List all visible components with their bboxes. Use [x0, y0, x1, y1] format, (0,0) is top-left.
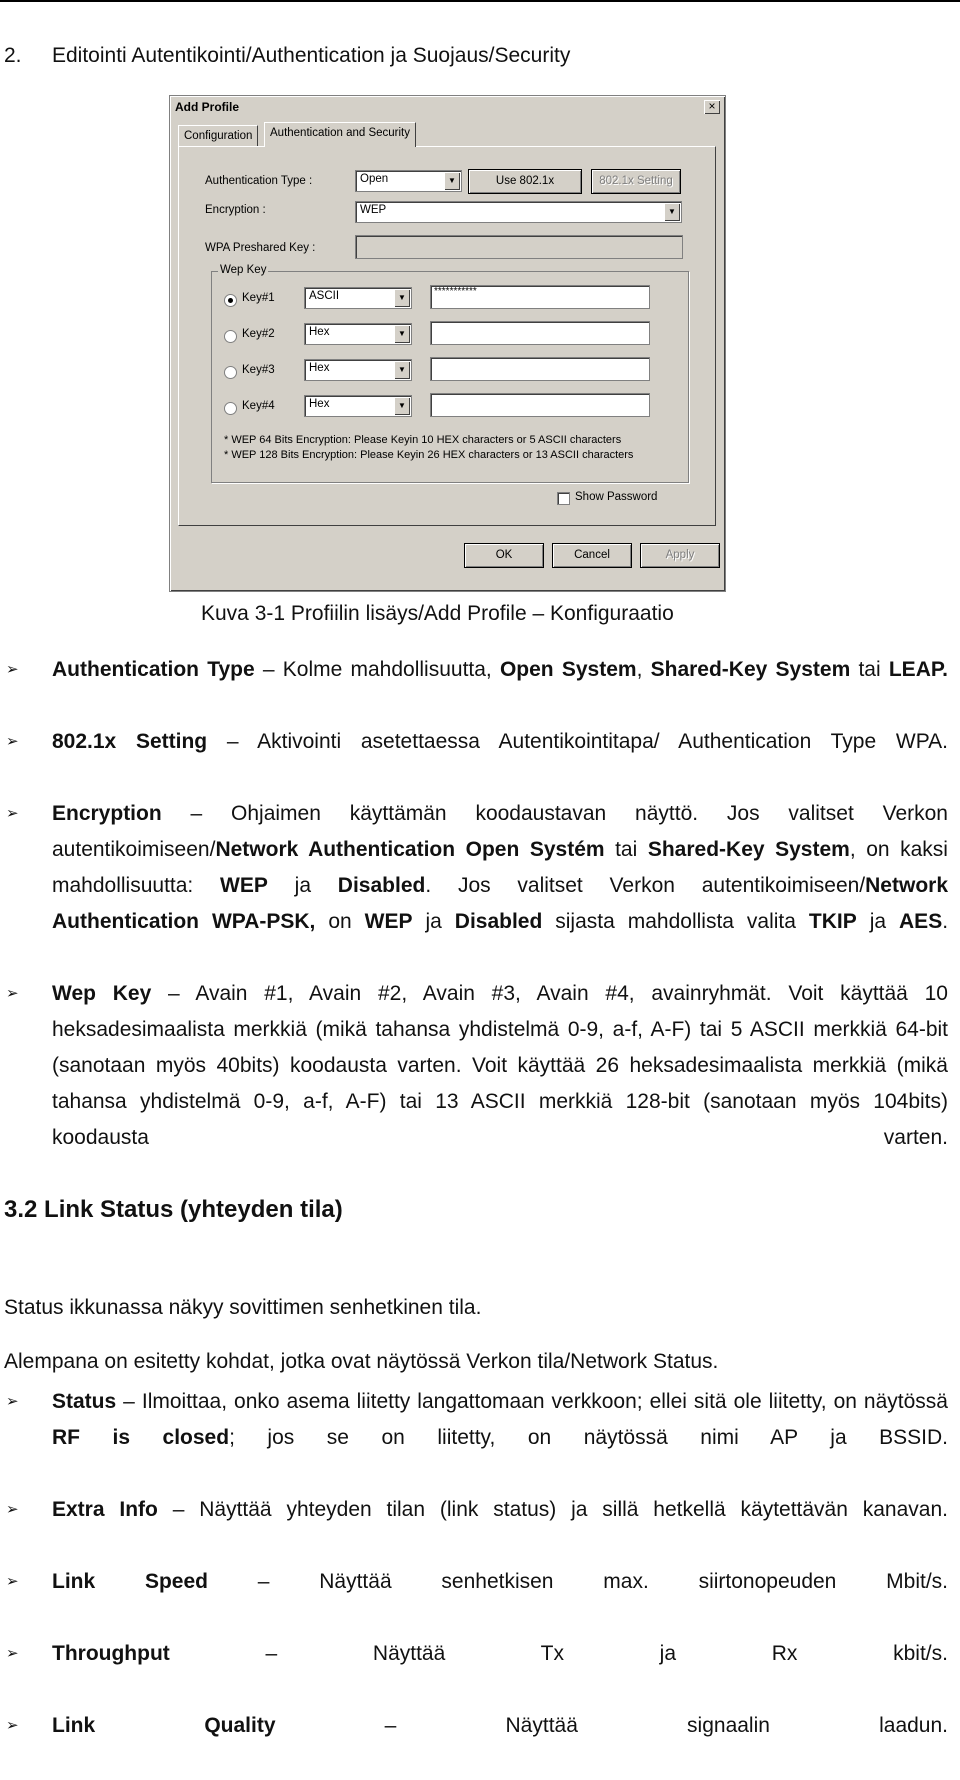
key4-radio[interactable]	[224, 402, 237, 415]
list-item	[0, 1564, 948, 1636]
key4-format-value: Hex	[309, 398, 330, 410]
section-title: Editointi Autentikointi/Authentication ja Suojaus/Security	[52, 44, 571, 67]
apply-button[interactable]: Apply	[640, 543, 720, 568]
description: sijasta mahdollista valita	[542, 910, 809, 933]
description: Näyttää yhteyden tilan (link status) ja sillä hetkellä käytettävän kanavan.	[199, 1498, 948, 1521]
term: 802.1x Setting	[52, 730, 208, 753]
paragraph: Alempana on esitetty kohdat, jotka ovat näytössä Verkon tila/Network Status.	[4, 1350, 719, 1373]
bullet-arrow-icon: ➢	[6, 661, 19, 678]
wep-key-group-label: Wep Key	[220, 264, 267, 276]
key3-field[interactable]	[430, 357, 650, 381]
description: ja	[856, 910, 900, 933]
bullet-arrow-icon: ➢	[6, 1717, 19, 1734]
key2-format-select[interactable]	[304, 323, 412, 345]
description: Aktivointi asetettaessa Autentikointitapa/ Authentication Type WPA.	[257, 730, 948, 753]
bold-text: TKIP	[808, 910, 857, 933]
bullet-arrow-icon: ➢	[6, 1393, 19, 1410]
description: ; jos se on liitetty, on näytössä nimi AP ja BSSID.	[229, 1426, 949, 1449]
auth-type-select[interactable]	[355, 170, 462, 192]
chevron-down-icon: ▼	[394, 289, 410, 307]
use-8021x-button[interactable]: Use 802.1x	[468, 169, 582, 194]
description: ,	[636, 658, 651, 681]
key3-format-select[interactable]	[304, 359, 412, 381]
bullet-arrow-icon: ➢	[6, 805, 19, 822]
bold-text: Disabled	[337, 874, 426, 897]
separator: –	[169, 1642, 373, 1665]
separator: –	[116, 1390, 142, 1413]
separator: –	[157, 1498, 200, 1521]
term: Wep Key	[52, 982, 152, 1005]
term: Extra Info	[52, 1498, 158, 1521]
key1-format-value: ASCII	[309, 290, 340, 302]
auth-type-label: Authentication Type :	[205, 175, 313, 187]
bold-text: Disabled	[454, 910, 543, 933]
chevron-down-icon: ▼	[394, 361, 410, 379]
key4-label: Key#4	[242, 400, 275, 412]
key4-field[interactable]	[430, 393, 650, 417]
section-heading	[4, 44, 570, 68]
dialog-titlebar	[172, 98, 723, 116]
dialog-title: Add Profile	[175, 100, 240, 114]
list-item	[0, 1708, 948, 1780]
description: . Jos valitset Verkon autentikoimiseen/	[425, 874, 866, 897]
encryption-value: WEP	[360, 204, 387, 216]
term: Authentication Type	[52, 658, 255, 681]
wpa-preshared-key-field[interactable]	[355, 235, 683, 259]
chevron-down-icon: ▼	[394, 325, 410, 343]
wep-key-group	[211, 264, 689, 483]
key2-format-value: Hex	[309, 326, 330, 338]
show-password-checkbox[interactable]	[557, 492, 570, 505]
bullet-arrow-icon: ➢	[6, 1573, 19, 1590]
bold-text: Shared-Key System	[647, 838, 850, 861]
separator: –	[207, 730, 258, 753]
key2-field[interactable]	[430, 321, 650, 345]
wep-64-note: * WEP 64 Bits Encryption: Please Keyin 10 HEX characters or 5 ASCII characters	[224, 434, 622, 446]
separator: –	[161, 802, 232, 825]
key2-label: Key#2	[242, 328, 275, 340]
key1-format-select[interactable]	[304, 287, 412, 309]
list-item	[0, 1492, 948, 1564]
key1-radio[interactable]	[224, 294, 237, 307]
separator: –	[207, 1570, 320, 1593]
tab-configuration[interactable]: Configuration	[178, 125, 258, 146]
description: Näyttää Tx ja Rx kbit/s.	[372, 1642, 948, 1665]
bold-text: Network Authentication WPA-PSK,	[52, 874, 948, 933]
list-item	[0, 1636, 948, 1708]
bold-text: RF is closed	[52, 1426, 230, 1449]
bullet-arrow-icon: ➢	[6, 733, 19, 750]
auth-type-value: Open	[360, 173, 389, 185]
description: Ilmoittaa, onko asema liitetty langattomaan verkkoon; ellei sitä ole liitetty, on näytössä	[141, 1390, 948, 1413]
encryption-label: Encryption :	[205, 204, 266, 216]
key1-label: Key#1	[242, 292, 275, 304]
key3-label: Key#3	[242, 364, 275, 376]
wpa-key-label: WPA Preshared Key :	[205, 242, 316, 254]
separator: –	[254, 658, 283, 681]
status-description-list	[0, 1384, 960, 1780]
bold-text: Network Authentication Open Systém	[215, 838, 605, 861]
bold-text: Shared-Key System	[650, 658, 851, 681]
separator: –	[151, 982, 196, 1005]
bold-text: AES	[899, 910, 943, 933]
term: Encryption	[52, 802, 162, 825]
description: Näyttää senhetkisen max. siirtonopeuden Mbit/s.	[319, 1570, 948, 1593]
cancel-button[interactable]: Cancel	[552, 543, 632, 568]
bold-text: Open System	[499, 658, 637, 681]
description: ja	[267, 874, 338, 897]
8021x-setting-button[interactable]: 802.1x Setting	[591, 169, 681, 194]
figure-caption: Kuva 3-1 Profiilin lisäys/Add Profile – Konfiguraatio	[201, 602, 674, 625]
subsection-title: 3.2 Link Status (yhteyden tila)	[4, 1196, 343, 1223]
bold-text: WEP	[220, 874, 268, 897]
key2-radio[interactable]	[224, 330, 237, 343]
key3-format-value: Hex	[309, 362, 330, 374]
bullet-arrow-icon: ➢	[6, 1645, 19, 1662]
key4-format-select[interactable]	[304, 395, 412, 417]
term: Throughput	[52, 1642, 170, 1665]
top-rule	[0, 0, 960, 2]
field-description-list	[0, 652, 960, 1192]
bold-text: LEAP.	[888, 658, 948, 681]
separator: –	[275, 1714, 506, 1737]
description: ja	[412, 910, 455, 933]
description: Kolme mahdollisuutta,	[282, 658, 500, 681]
list-item	[0, 724, 948, 796]
description: tai	[850, 658, 889, 681]
list-item	[0, 652, 948, 724]
close-icon[interactable]: ×	[704, 100, 720, 114]
bullet-arrow-icon: ➢	[6, 1501, 19, 1518]
chevron-down-icon: ▼	[394, 397, 410, 415]
ok-button[interactable]: OK	[464, 543, 544, 568]
term: Link Speed	[52, 1570, 208, 1593]
add-profile-dialog	[169, 95, 726, 592]
description: Ohjaimen käyttämän koodaustavan näyttö. Jos valitset Verkon autentikoimiseen/	[52, 802, 948, 861]
description: Avain #1, Avain #2, Avain #3, Avain #4, avainryhmät. Voit käyttää 10 heksadesimaalista merkkiä (mikä tahansa yhdistelmä 0-9, a-f, A-F) tai 5 ASCII merkkiä 64-bit (sanotaan myös 40bits) koodausta varten. Voit käyttää 26 heksadesimaalista merkkiä (mikä tahansa yhdistelmä 0-9, a-f, A-F) tai 13 ASCII merkkiä 128-bit (sanotaan myös 104bits) koodausta varten.	[52, 982, 948, 1149]
list-item	[0, 1384, 948, 1492]
description: tai	[604, 838, 648, 861]
description: , on kaksi mahdollisuutta:	[52, 838, 948, 897]
show-password-label: Show Password	[575, 491, 658, 503]
section-number: 2.	[4, 44, 22, 67]
tab-panel	[178, 146, 716, 526]
chevron-down-icon: ▼	[664, 203, 680, 221]
bold-text: WEP	[364, 910, 413, 933]
encryption-select[interactable]	[355, 201, 682, 223]
tab-authentication-security[interactable]: Authentication and Security	[264, 122, 416, 147]
bullet-arrow-icon: ➢	[6, 985, 19, 1002]
key1-value: ***********	[434, 286, 477, 297]
term: Link Quality	[52, 1714, 276, 1737]
wep-128-note: * WEP 128 Bits Encryption: Please Keyin 26 HEX characters or 13 ASCII characters	[224, 449, 634, 461]
description: on	[315, 910, 365, 933]
term: Status	[52, 1390, 117, 1413]
list-item	[0, 796, 948, 976]
description: .	[942, 910, 949, 933]
chevron-down-icon: ▼	[444, 172, 460, 190]
paragraph: Status ikkunassa näkyy sovittimen senhetkinen tila.	[4, 1296, 482, 1319]
description: Näyttää signaalin laadun.	[505, 1714, 948, 1737]
key1-field[interactable]	[430, 285, 650, 309]
list-item	[0, 976, 948, 1192]
key3-radio[interactable]	[224, 366, 237, 379]
